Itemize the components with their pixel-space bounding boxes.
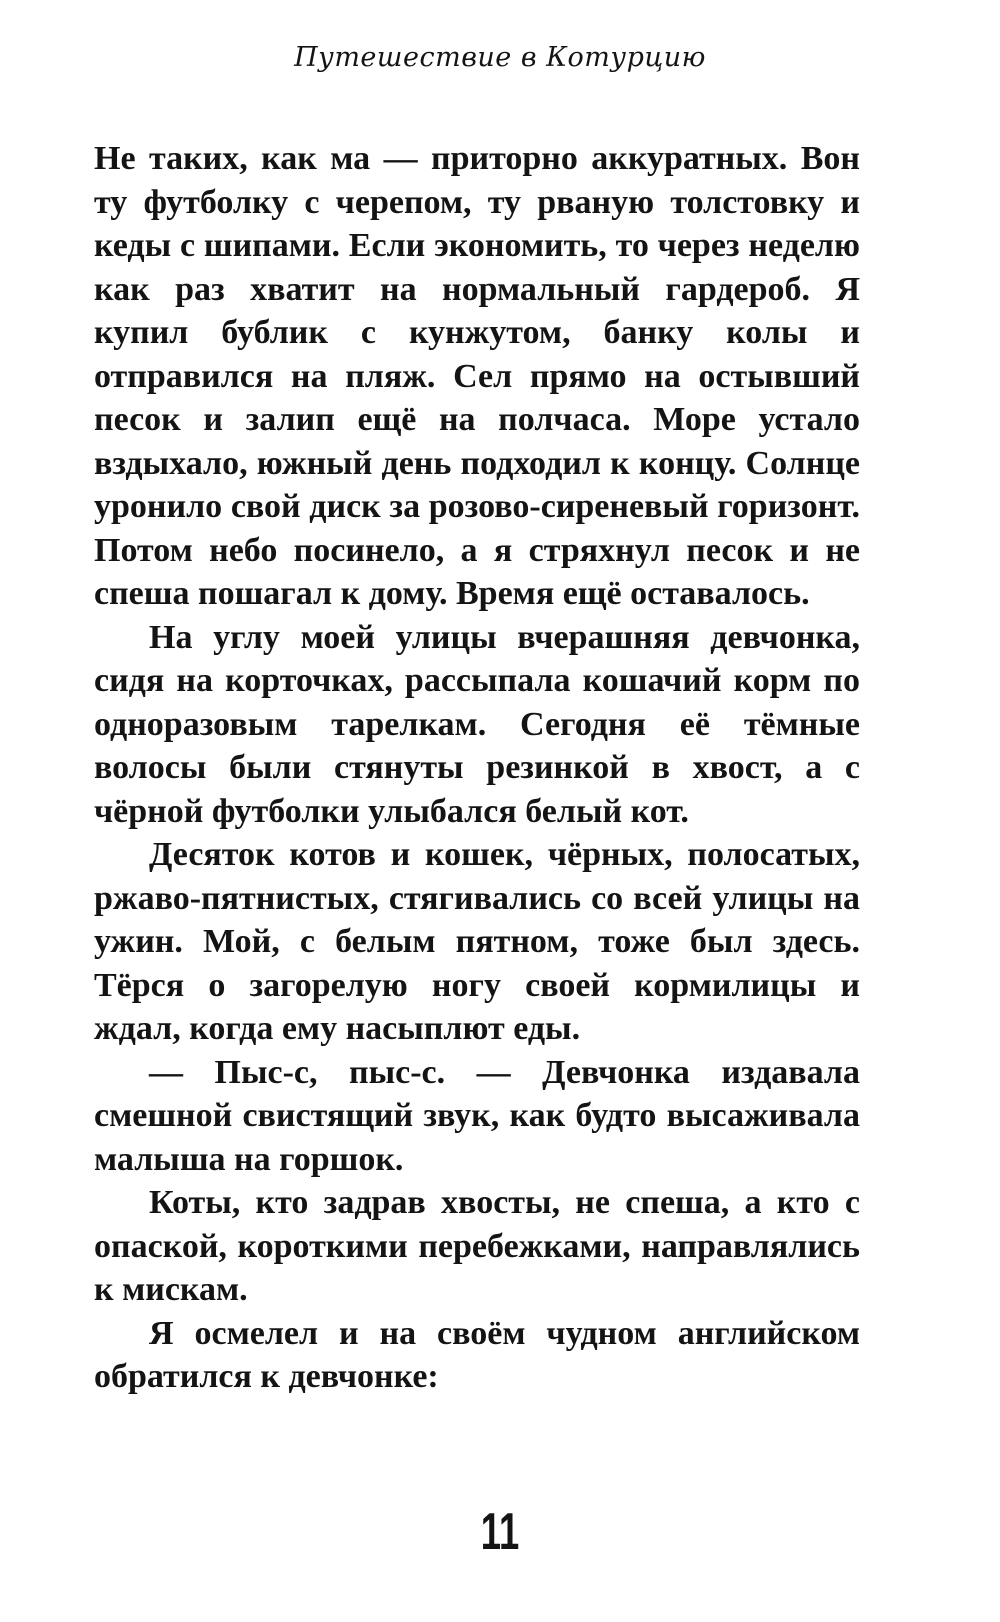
body-text xyxy=(94,137,860,1399)
paragraph: Коты, кто задрав хвосты, не спеша, а кто с опаской, короткими перебежками, направлялись к мискам. xyxy=(94,1184,860,1308)
running-header: Путешествие в Котурцию xyxy=(294,42,706,73)
paragraph: На углу моей улицы вчерашняя девчонка, сидя на корточках, рассыпала кошачий корм по одноразовым тарелкам. Сегодня её тёмные волосы были стянуты резинкой в хвост, а с чёрной футболки улыбался белый кот. xyxy=(94,618,860,830)
paragraph: Десяток котов и кошек, чёрных, полосатых, ржаво-пятнистых, стягивались со всей улицы на ужин. Мой, с белым пятном, тоже был здесь. Тёрся о загорелую ногу своей кормилицы и ждал, когда ему насыплют еды. xyxy=(94,836,860,1047)
page-number: 11 xyxy=(480,1503,520,1561)
paragraph: Я осмелел и на своём чудном английском обратился к девчонке: xyxy=(94,1314,860,1395)
paragraph-continuation: Не таких, как ма — приторно аккуратных. Вон ту футболку с черепом, ту рваную толстовку и кеды с шипами. Если экономить, то через неделю как раз хватит на нормальный гардероб. Я купил бублик с кунжутом, банку колы и отправился на пляж. Сел прямо на остывший песок и залип ещё на полчаса. Море устало вздыхало, южный день подходил к концу. Солнце уронило свой диск за розово-сиреневый горизонт. Потом небо посинело, а я стряхнул песок и не спеша пошагал к дому. Время ещё оставалось. xyxy=(94,140,860,612)
paragraph-dialogue: — Пыс-с, пыс-с. — Девчонка издавала смешной свистящий звук, как будто высаживала малыша на горшок. xyxy=(94,1053,860,1178)
